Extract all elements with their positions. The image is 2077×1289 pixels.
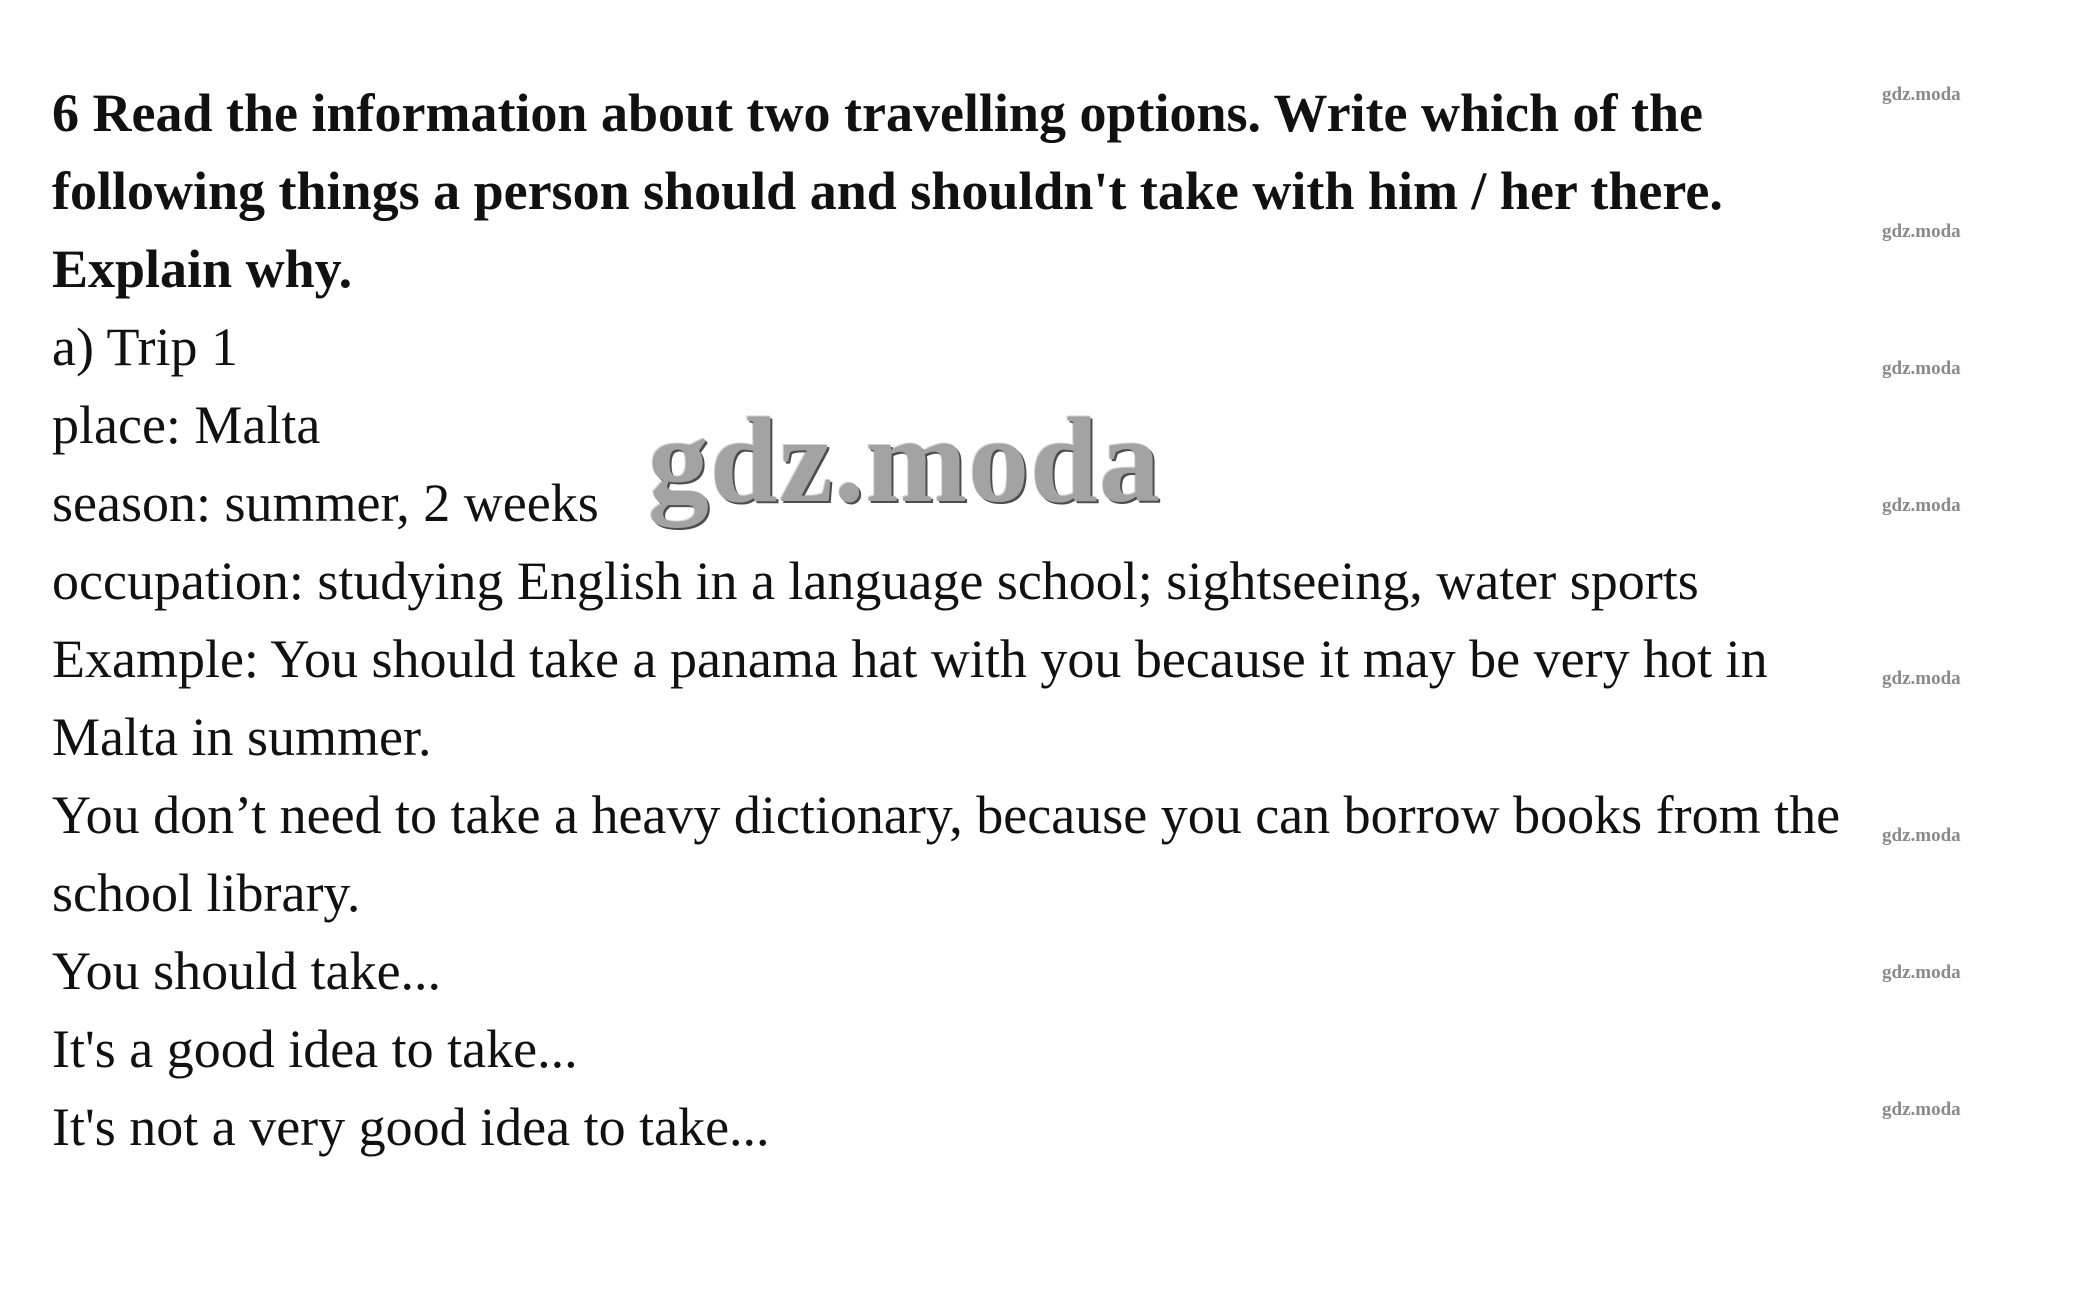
trip-season: season: summer, 2 weeks (52, 473, 599, 533)
exercise-content (52, 74, 2012, 1166)
watermark-small: gdz.moda (1882, 358, 1961, 379)
watermark-large: gdz.moda (648, 393, 1161, 528)
example-line-3: You don’t need to take a heavy dictionary, because you can borrow books from the (52, 785, 1841, 845)
prompt-good-idea: It's a good idea to take... (52, 1019, 578, 1079)
watermark-small: gdz.moda (1882, 221, 1961, 242)
example-line-1: Example: You should take a panama hat with you because it may be very hot in (52, 629, 1768, 689)
example-line-2: Malta in summer. (52, 707, 432, 767)
exercise-heading-line-2: following things a person should and shouldn't take with him / her there. (52, 161, 1723, 221)
trip-occupation: occupation: studying English in a language school; sightseeing, water sports (52, 551, 1699, 611)
watermark-small: gdz.moda (1882, 668, 1961, 689)
prompt-not-good-idea: It's not a very good idea to take... (52, 1097, 770, 1157)
watermark-small: gdz.moda (1882, 825, 1961, 846)
watermark-small: gdz.moda (1882, 84, 1961, 105)
exercise-heading-line-3: Explain why. (52, 239, 353, 299)
watermark-small: gdz.moda (1882, 495, 1961, 516)
trip-place: place: Malta (52, 395, 321, 455)
prompt-should-take: You should take... (52, 941, 442, 1001)
trip-label: a) Trip 1 (52, 317, 239, 377)
exercise-heading-line-1: 6 Read the information about two travelling options. Write which of the (52, 83, 1703, 143)
watermark-small: gdz.moda (1882, 962, 1961, 983)
watermark-small: gdz.moda (1882, 1099, 1961, 1120)
example-line-4: school library. (52, 863, 361, 923)
